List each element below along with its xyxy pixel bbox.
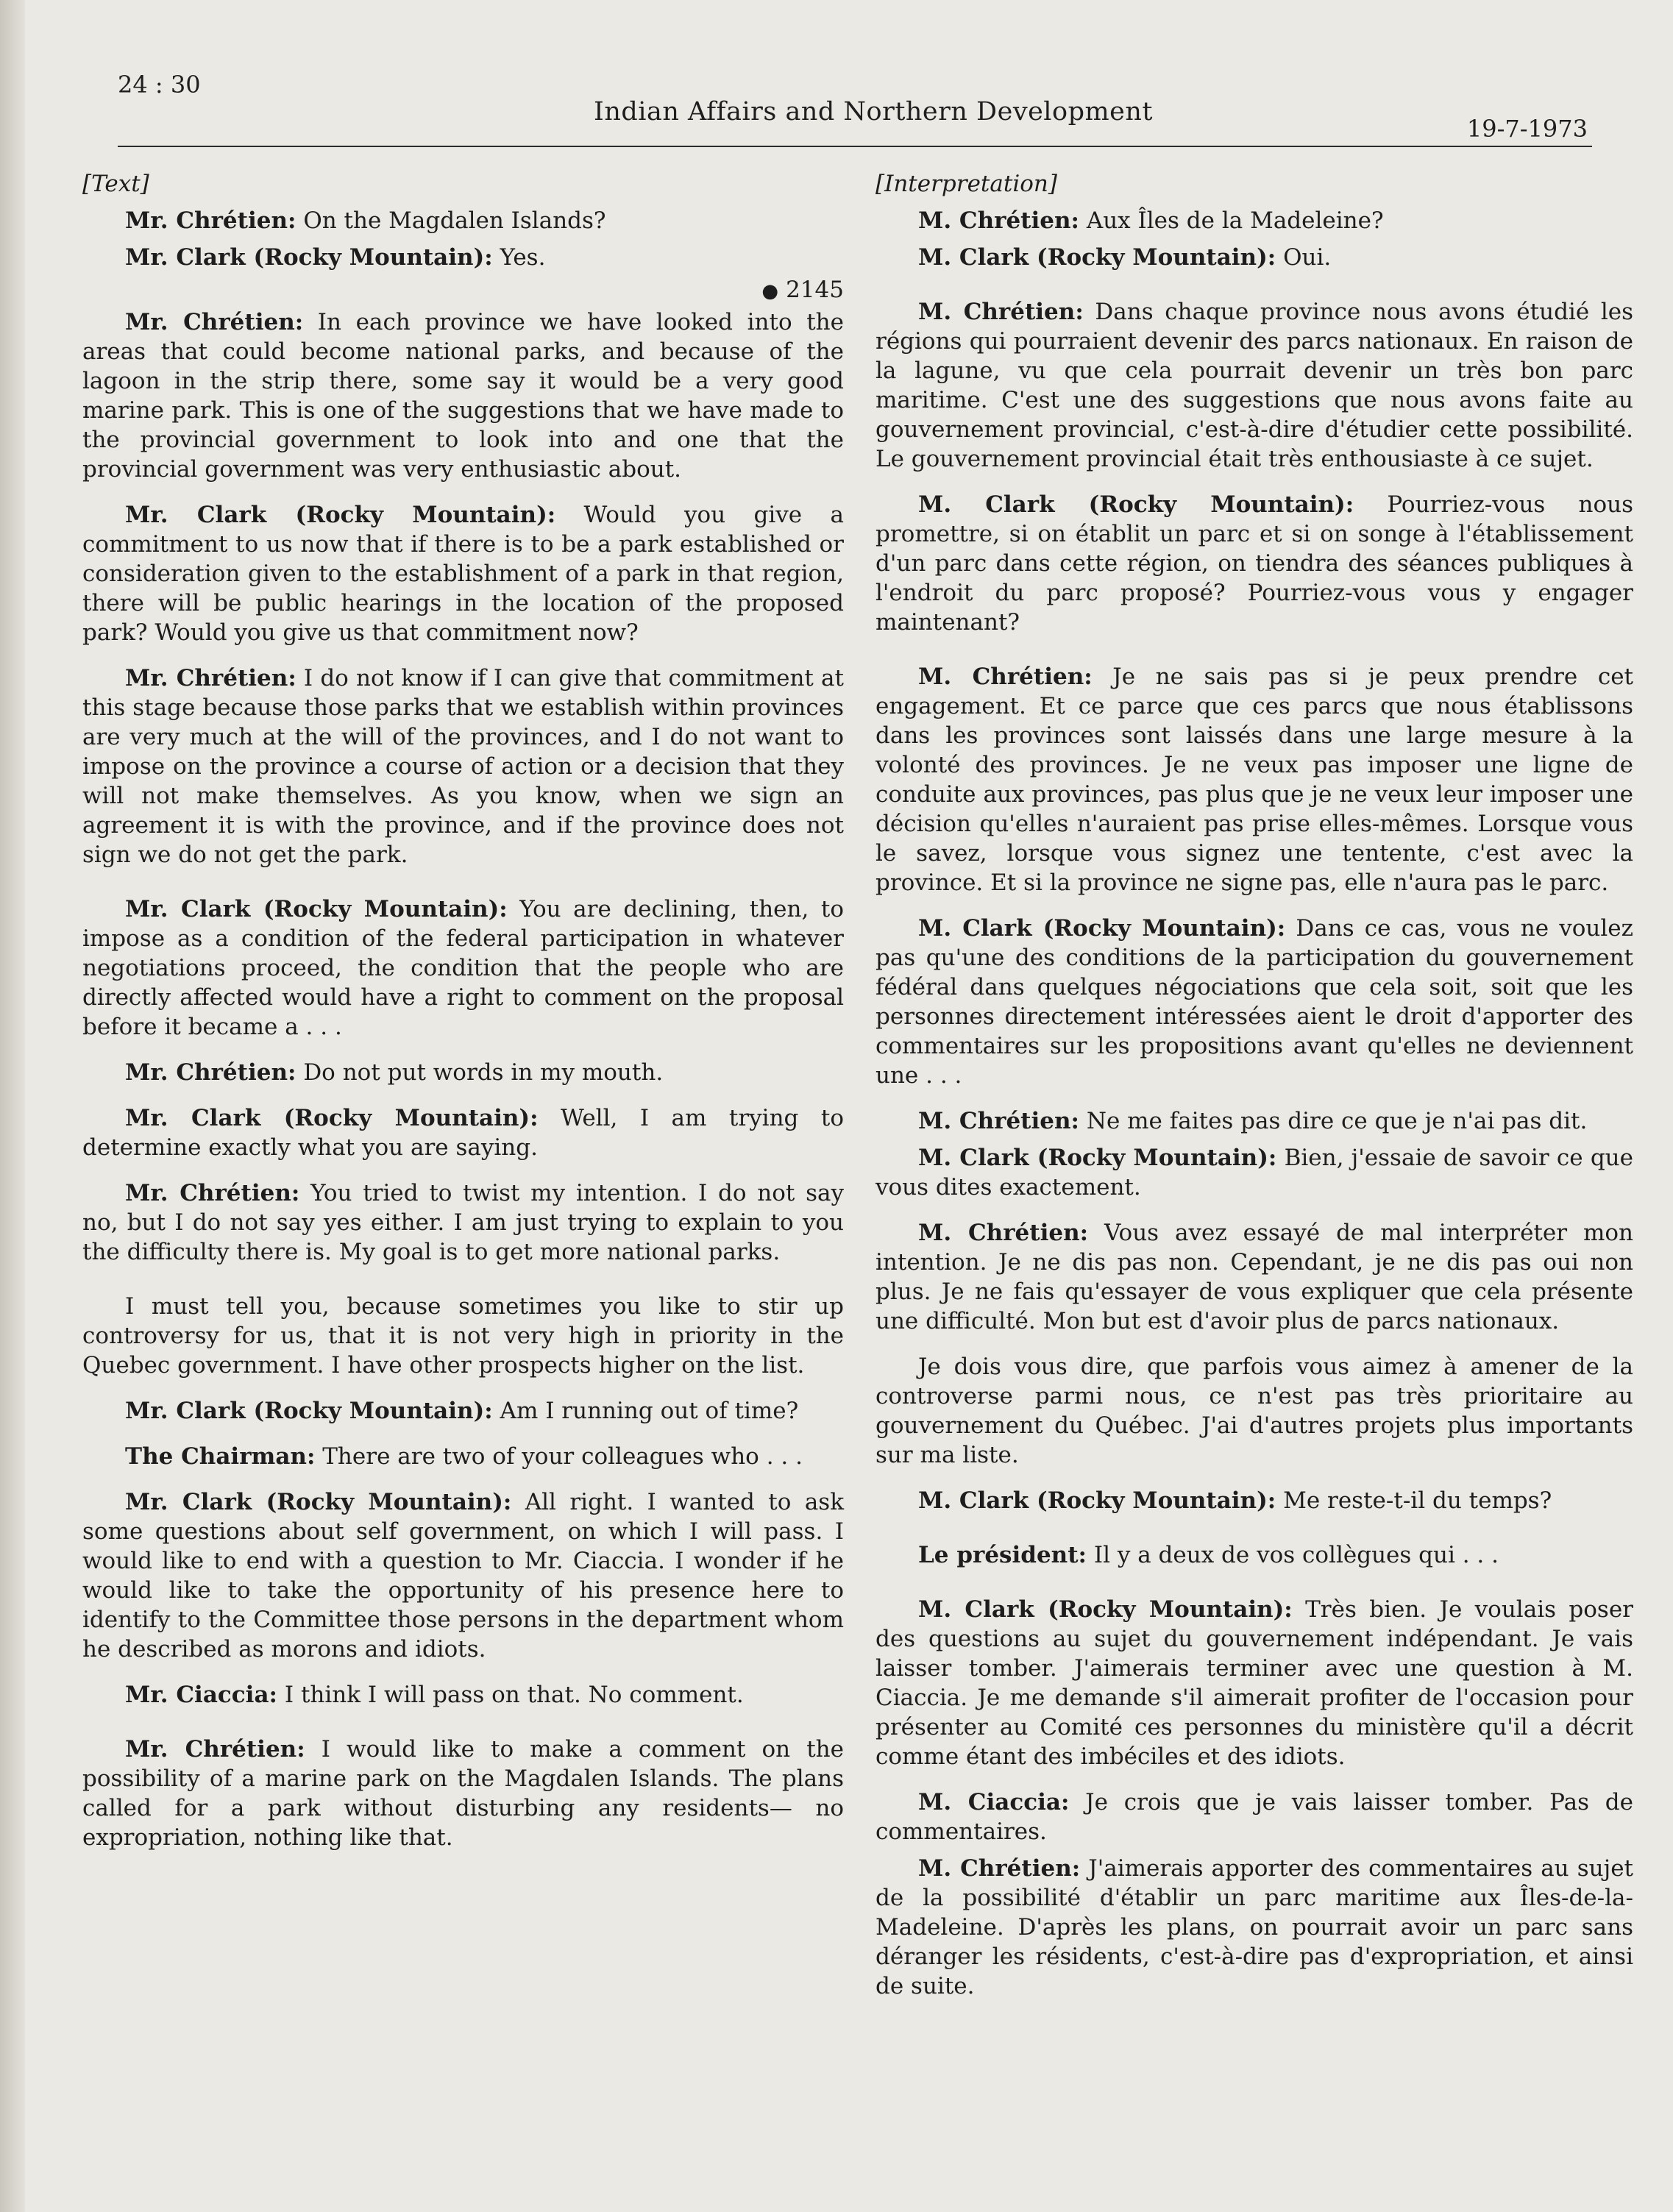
english-column	[82, 169, 844, 1868]
paragraph	[875, 243, 1633, 272]
speech-text: I would like to make a comment on the possibility of a marine park on the Magdalen Islands. The plans called for a park without disturbing any residents— no expropriation, nothing like that.	[82, 1736, 844, 1851]
column-language-label: [Text]	[82, 171, 149, 197]
speaker-name: M. Chrétien:	[918, 664, 1093, 690]
speech-text: There are two of your colleagues who . . .	[315, 1443, 803, 1470]
paragraph	[875, 297, 1633, 474]
speech-text: Ne me faites pas dire ce que je n'ai pas dit.	[1079, 1108, 1588, 1134]
page-header	[118, 62, 1629, 143]
paragraph	[82, 1487, 844, 1664]
speech-text: Well, I am trying to determine exactly what you are saying.	[82, 1105, 844, 1161]
paragraph	[875, 1106, 1633, 1136]
speaker-name: M. Clark (Rocky Mountain):	[918, 1596, 1293, 1623]
speech-text: Vous avez essayé de mal interpréter mon intention. Je ne dis pas non. Cependant, je ne dis pas oui non plus. Je ne fais qu'essayer de vous expliquer que cela présente une difficulté. Mon but est d'avoir plus de parcs nationaux.	[875, 1220, 1634, 1334]
speaker-name: Mr. Chrétien:	[125, 207, 296, 234]
speaker-name: M. Clark (Rocky Mountain):	[918, 915, 1286, 942]
time-marker-value: 2145	[786, 277, 844, 303]
paragraph	[82, 664, 844, 869]
speech-text: Me reste-t-il du temps?	[1276, 1487, 1552, 1514]
speech-text: You are declining, then, to impose as a condition of the federal participation in whatever negotiations proceed, the condition that the people who are directly affected would have a right to comment on the proposal before it became a . . .	[82, 896, 844, 1040]
speech-text: Je crois que je vais laisser tomber. Pas de commentaires.	[875, 1789, 1633, 1845]
speaker-name: M. Clark (Rocky Mountain):	[918, 1487, 1276, 1514]
paragraph	[875, 662, 1633, 897]
speech-text: Je ne sais pas si je peux prendre cet engagement. Et ce parce que ces parcs que nous établissons dans les provinces sont laissés dans une large mesure à la volonté des provinces. Je ne veux pas imposer une ligne de conduite aux provinces, pas plus que je ne veux leur imposer une décision qu'elles n'auraient pas prise elles-mêmes. Lorsque vous le savez, lorsque vous signez une tentente, c'est avec la province. Et si la province ne signe pas, elle n'aura pas le parc.	[875, 664, 1633, 896]
bullet-icon: ●	[761, 280, 779, 302]
speech-text: Would you give a commitment to us now that if there is to be a park established or consideration given to the establishment of a park in that region, there will be public hearings in the location of the proposed park? Would you give us that commitment now?	[82, 502, 844, 646]
speaker-name: M. Chrétien:	[918, 1220, 1089, 1246]
speaker-name: M. Chrétien:	[918, 299, 1084, 325]
speaker-name: Mr. Clark (Rocky Mountain):	[125, 1398, 493, 1424]
speech-text: Oui.	[1276, 244, 1332, 271]
speaker-name: M. Chrétien:	[918, 1108, 1079, 1134]
speech-text: Pourriez-vous nous promettre, si on établit un parc et si on songe à l'établissement d'un parc dans cette région, on tiendra des séances publiques à l'endroit du parc proposé? Pourriez-vous vous y engager maintenant?	[875, 491, 1633, 636]
french-column	[875, 169, 1633, 2017]
speech-text: Bien, j'essaie de savoir ce que vous dites exactement.	[875, 1145, 1633, 1201]
paragraph	[875, 914, 1633, 1090]
speech-text: In each province we have looked into the areas that could become national parks, and because of the lagoon in the strip there, some say it would be a very good marine park. This is one of the suggestions that we have made to the provincial government to look into and one that the provincial government was very enthusiastic about.	[82, 309, 844, 483]
speaker-name: M. Chrétien:	[918, 207, 1079, 234]
speech-text: Yes.	[492, 244, 546, 271]
speech-text: I do not know if I can give that commitment at this stage because those parks that we establish within provinces are very much at the will of the provinces, and I do not want to impose on the province a course of action or a decision that they will not make themselves. As you know, when we sign an agreement it is with the province, and if the province does not sign we do not get the park.	[82, 665, 844, 868]
speaker-name: Mr. Chrétien:	[125, 309, 304, 335]
paragraph	[875, 206, 1633, 235]
paragraph	[82, 500, 844, 647]
paragraph	[82, 1442, 844, 1471]
speaker-name: Mr. Chrétien:	[125, 1180, 300, 1206]
speaker-name: Mr. Chrétien:	[125, 1059, 296, 1086]
speech-text: I think I will pass on that. No comment.	[277, 1682, 744, 1708]
time-marker	[82, 275, 844, 306]
speech-text: I must tell you, because sometimes you like to stir up controversy for us, that it is not very high in priority in the Quebec government. I have other prospects higher on the list.	[82, 1293, 844, 1379]
paragraph	[875, 1486, 1633, 1515]
speaker-name: Le président:	[918, 1542, 1087, 1568]
paragraph	[875, 1143, 1633, 1202]
paragraph	[82, 1396, 844, 1426]
speaker-name: Mr. Clark (Rocky Mountain):	[125, 502, 556, 528]
speech-text: Dans ce cas, vous ne voulez pas qu'une des conditions de la participation du gouvernement fédéral dans quelques négociations que cela soit, soit que les personnes directement intéressées aient le droit d'apporter des commentaires sur les propositions avant qu'elles ne deviennent une . . .	[875, 915, 1633, 1089]
paragraph	[82, 1058, 844, 1087]
page-number: 24 : 30	[118, 71, 201, 99]
column-language-label: [Interpretation]	[875, 171, 1057, 197]
speaker-name: Mr. Chrétien:	[125, 665, 296, 691]
paragraph	[875, 490, 1633, 637]
header-date: 19-7-1973	[1466, 115, 1588, 143]
speaker-name: The Chairman:	[125, 1443, 316, 1470]
paragraph	[82, 243, 844, 272]
speaker-name: M. Chrétien:	[918, 1855, 1081, 1882]
speech-text: On the Magdalen Islands?	[296, 207, 606, 234]
speech-text: Il y a deux de vos collègues qui . . .	[1086, 1542, 1499, 1568]
paragraph	[82, 307, 844, 484]
paragraph	[82, 1292, 844, 1380]
speech-text: You tried to twist my intention. I do not say no, but I do not say yes either. I am just trying to explain to you the difficulty there is. My goal is to get more national parks.	[82, 1180, 844, 1265]
paragraph	[875, 1854, 1633, 2001]
speech-text: Je dois vous dire, que parfois vous aimez à amener de la controverse parmi nous, ce n'est pas très prioritaire au gouvernement du Québec. J'ai d'autres projets plus importants sur ma liste.	[875, 1354, 1633, 1468]
paragraph	[875, 1540, 1633, 1570]
paragraph	[875, 1788, 1633, 1846]
speaker-name: Mr. Clark (Rocky Mountain):	[125, 244, 493, 271]
speaker-name: Mr. Chrétien:	[125, 1736, 305, 1763]
paragraph	[82, 1735, 844, 1852]
speaker-name: M. Ciaccia:	[918, 1789, 1070, 1816]
paragraph	[875, 1218, 1633, 1336]
speech-text: All right. I wanted to ask some questions about self government, on which I will pass. I would like to end with a question to Mr. Ciaccia. I wonder if he would like to take the opportunity of his presence here to identify to the Committee those persons in the department whom he described as morons and idiots.	[82, 1489, 844, 1662]
header-rule	[118, 146, 1592, 147]
running-title: Indian Affairs and Northern Development	[594, 97, 1153, 127]
paragraph	[875, 1352, 1633, 1470]
paragraph	[875, 1595, 1633, 1771]
speaker-name: Mr. Ciaccia:	[125, 1682, 277, 1708]
speaker-name: M. Clark (Rocky Mountain):	[918, 491, 1354, 518]
speaker-name: Mr. Clark (Rocky Mountain):	[125, 1489, 512, 1515]
speech-text: Très bien. Je voulais poser des questions au sujet du gouvernement indépendant. Je vais laisser tomber. J'aimerais terminer avec une question à M. Ciaccia. Je me demande s'il aimerait profiter de l'occasion pour présenter au Comité ces personnes du ministère qu'il a décrit comme étant des imbéciles et des idiots.	[875, 1596, 1633, 1770]
speech-text: Do not put words in my mouth.	[296, 1059, 664, 1086]
paragraph	[82, 1103, 844, 1162]
speech-text: J'aimerais apporter des commentaires au sujet de la possibilité d'établir un parc maritime aux Îles-de-la-Madeleine. D'après les plans, on pourrait avoir un parc sans déranger les résidents, c'est-à-dire pas d'expropriation, et ainsi de suite.	[875, 1855, 1633, 1999]
speech-text: Dans chaque province nous avons étudié les régions qui pourraient devenir des parcs nationaux. En raison de la lagune, vu que cela pourrait devenir un très bon parc maritime. C'est une des suggestions que nous avons faite au gouvernement provincial, c'est-à-dire d'étudier cette possibilité. Le gouvernement provincial était très enthousiaste à ce sujet.	[875, 299, 1633, 472]
speaker-name: M. Clark (Rocky Mountain):	[918, 1145, 1277, 1171]
speaker-name: Mr. Clark (Rocky Mountain):	[125, 1105, 539, 1131]
speech-text: Am I running out of time?	[492, 1398, 799, 1424]
speech-text: Aux Îles de la Madeleine?	[1079, 207, 1384, 234]
paragraph	[82, 1178, 844, 1267]
paragraph	[82, 895, 844, 1042]
speaker-name: M. Clark (Rocky Mountain):	[918, 244, 1276, 271]
paragraph	[82, 206, 844, 235]
page-edge-shadow	[0, 0, 25, 2212]
speaker-name: Mr. Clark (Rocky Mountain):	[125, 896, 508, 922]
paragraph	[82, 1680, 844, 1710]
